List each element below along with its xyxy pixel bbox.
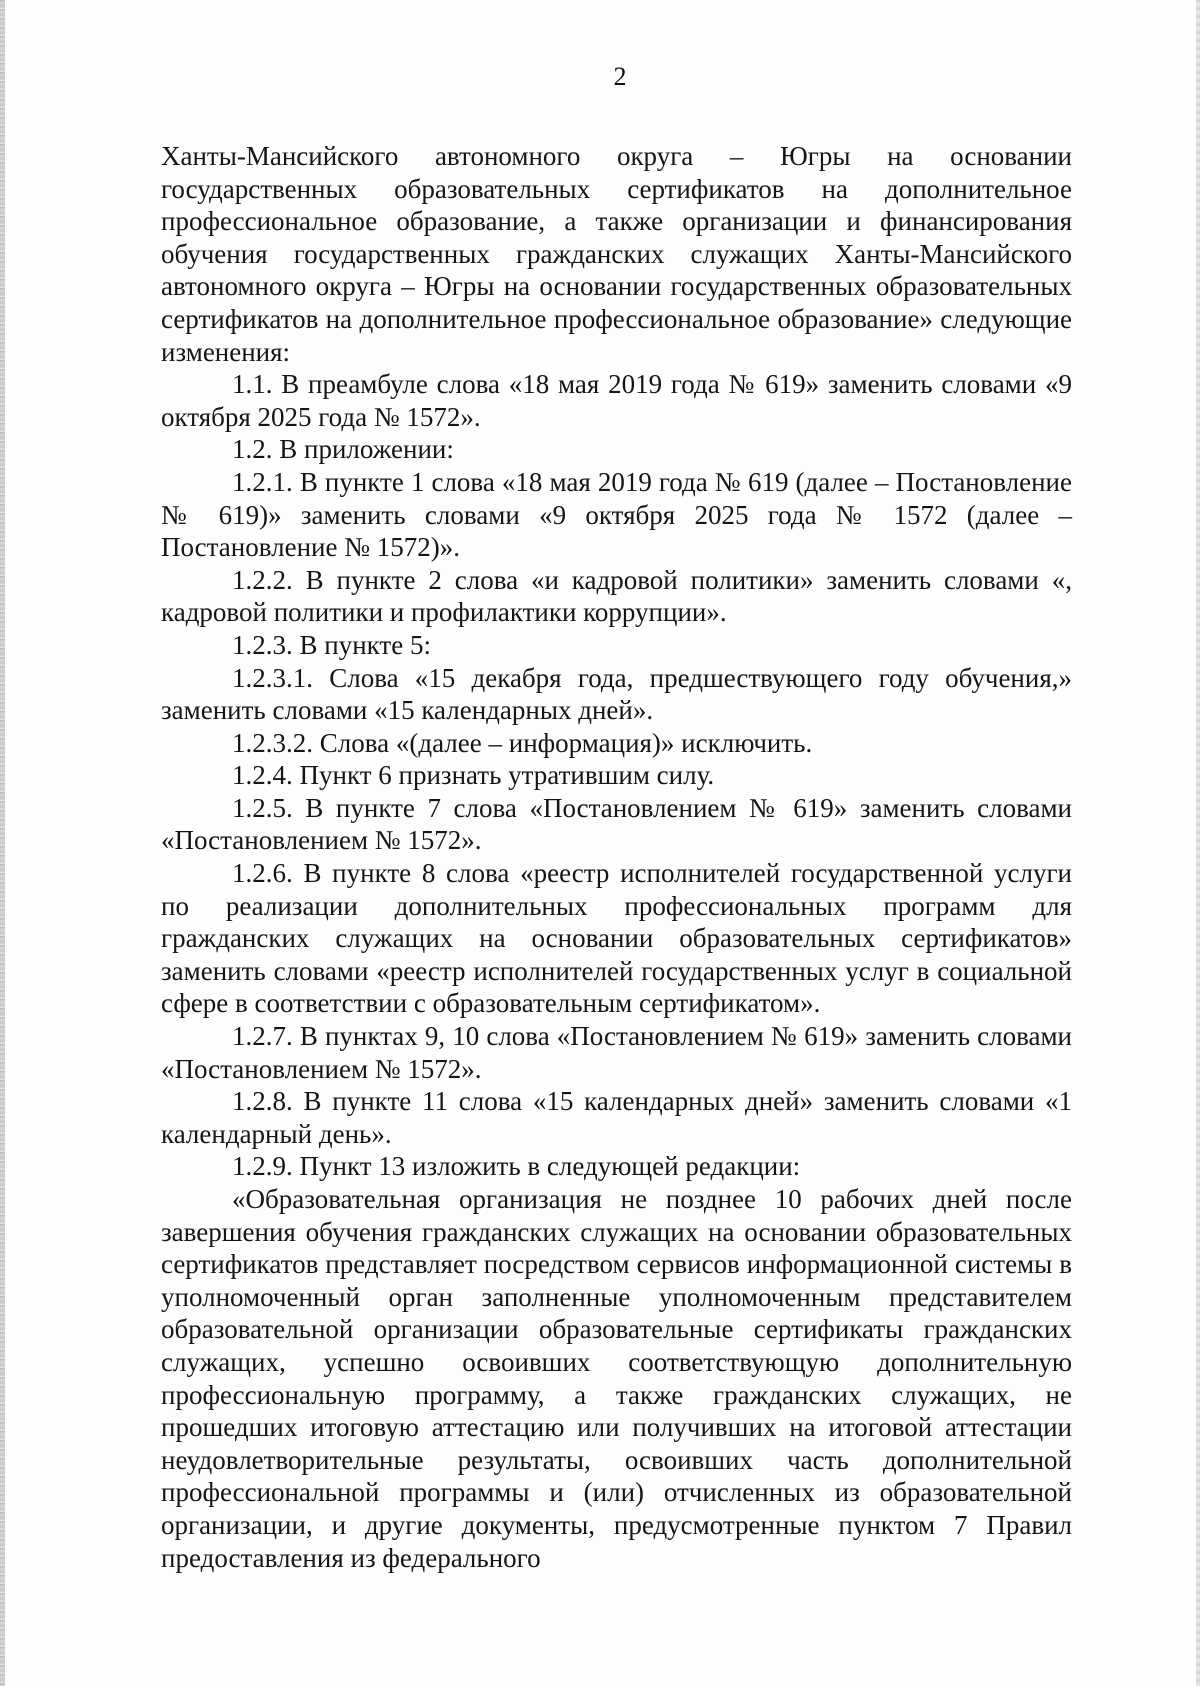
page-number: 2: [613, 62, 627, 91]
paragraph: 1.2.7. В пунктах 9, 10 слова «Постановлением № 619» заменить словами «Постановлением № 1572».: [161, 1021, 1072, 1084]
paragraph: Ханты-Мансийского автономного округа – Югры на основании государственных образовательных сертификатов на дополнительное профессиональное образование, а также организации и финансирования обучения государственных гражданских служащих Ханты-Мансийского автономного округа – Югры на основании государственных образовательных сертификатов на дополнительное профессиональное образование» следующие изменения:: [161, 141, 1072, 367]
paragraph: 1.2.9. Пункт 13 изложить в следующей редакции:: [232, 1151, 801, 1182]
document-body: [161, 140, 1072, 1574]
paragraph: 1.2. В приложении:: [232, 434, 454, 465]
paragraph: 1.2.3.2. Слова «(далее – информация)» исключить.: [232, 727, 813, 758]
paragraph: 1.2.5. В пункте 7 слова «Постановлением № 619» заменить словами «Постановлением № 1572».: [161, 792, 1072, 856]
paragraph: 1.2.3. В пункте 5:: [232, 629, 431, 660]
paragraph: 1.2.3.1. Слова «15 декабря года, предшествующего году обучения,» заменить словами «15 календарных дней».: [161, 662, 1072, 726]
scan-edge-right: [1196, 0, 1200, 1686]
paragraph: 1.1. В преамбуле слова «18 мая 2019 года № 619» заменить словами «9 октября 2025 года № 1572».: [161, 369, 1072, 432]
paragraph: 1.2.2. В пункте 2 слова «и кадровой политики» заменить словами «, кадровой политики и профилактики коррупции».: [161, 564, 1072, 628]
paragraph: 1.2.1. В пункте 1 слова «18 мая 2019 года № 619 (далее – Постановление № 619)» заменить словами «9 октября 2025 года № 1572 (далее – Постановление № 1572)».: [161, 466, 1072, 563]
paragraph: «Образовательная организация не позднее 10 рабочих дней после завершения обучения гражданских служащих на основании образовательных сертификатов представляет посредством сервисов информационной системы в уполномоченный орган заполненные уполномоченным представителем образовательной организации образовательные сертификаты гражданских служащих, успешно освоивших соответствующую дополнительную профессиональную программу, а также гражданских служащих, не прошедших итоговую аттестацию или получивших на итоговой аттестации неудовлетворительные результаты, освоивших часть дополнительной профессиональной программы и (или) отчисленных из образовательной организации, и другие документы, предусмотренные пунктом 7 Правил предоставления из федерального: [161, 1184, 1072, 1573]
paragraph: 1.2.6. В пункте 8 слова «реестр исполнителей государственной услуги по реализации дополнительных профессиональных программ для гражданских служащих на основании образовательных сертификатов» заменить словами «реестр исполнителей государственных услуг в социальной сфере в соответствии с образовательным сертификатом».: [161, 858, 1072, 1019]
paragraph: 1.2.8. В пункте 11 слова «15 календарных дней» заменить словами «1 календарный день».: [161, 1086, 1072, 1149]
paragraph: 1.2.4. Пункт 6 признать утратившим силу.: [232, 760, 715, 791]
scan-edge-left: [0, 0, 5, 1686]
